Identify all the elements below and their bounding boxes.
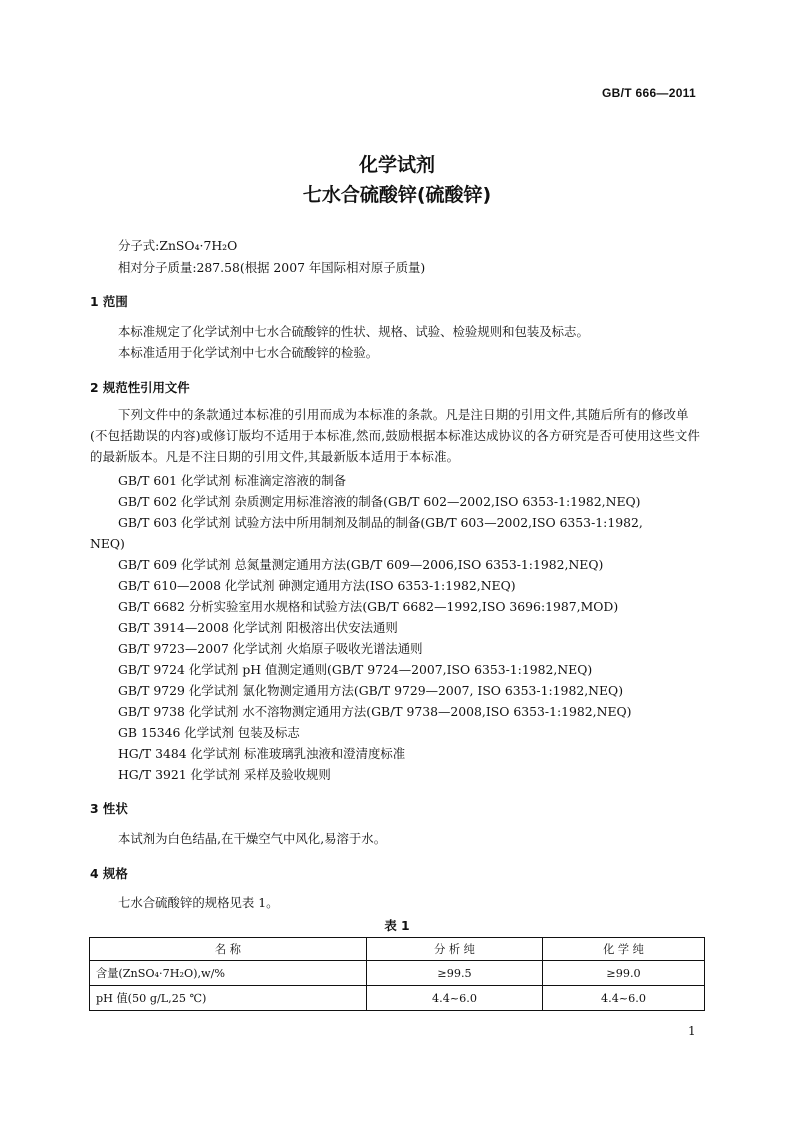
table-header-cell: 分 析 纯	[367, 938, 543, 961]
section-1-paragraph-1: 本标准规定了化学试剂中七水合硫酸锌的性状、规格、试验、检验规则和包装及标志。	[118, 324, 589, 339]
section-1-heading: 1 范围	[90, 294, 128, 309]
reference-item: GB/T 603 化学试剂 试验方法中所用制剂及制品的制备(GB/T 603—2002,ISO 6353-1:1982,	[118, 515, 643, 530]
table-header-cell: 名 称	[90, 938, 367, 961]
specification-table	[89, 937, 705, 1011]
reference-item: GB/T 9723—2007 化学试剂 火焰原子吸收光谱法通则	[118, 641, 423, 656]
title-line-2: 七水合硫酸锌(硫酸锌)	[302, 184, 492, 206]
section-3-heading: 3 性状	[90, 801, 128, 816]
reference-item-continuation: NEQ)	[90, 536, 125, 551]
reference-item: HG/T 3484 化学试剂 标准玻璃乳浊液和澄清度标准	[118, 746, 406, 761]
table-cell: ≥99.5	[367, 961, 543, 986]
reference-item: GB/T 601 化学试剂 标准滴定溶液的制备	[118, 473, 346, 488]
table-row	[90, 961, 705, 986]
reference-item: GB 15346 化学试剂 包装及标志	[118, 725, 300, 740]
table-cell: pH 值(50 g/L,25 ℃)	[90, 986, 367, 1011]
table-header-row	[90, 938, 705, 961]
page-number: 1	[688, 1024, 696, 1038]
section-2-intro: 下列文件中的条款通过本标准的引用而成为本标准的条款。凡是注日期的引用文件,其随后所有的修改单(不包括勘误的内容)或修订版均不适用于本标准,然而,鼓励根据本标准达成协议的各方研究是否可使用这些文件的最新版本。凡是不注日期的引用文件,其最新版本适用于本标准。	[90, 407, 701, 464]
reference-item: GB/T 9724 化学试剂 pH 值测定通则(GB/T 9724—2007,ISO 6353-1:1982,NEQ)	[118, 662, 593, 677]
reference-item: GB/T 6682 分析实验室用水规格和试验方法(GB/T 6682—1992,ISO 3696:1987,MOD)	[118, 599, 619, 614]
section-4-paragraph: 七水合硫酸锌的规格见表 1。	[118, 895, 279, 910]
molecular-formula: 分子式:ZnSO₄·7H₂O	[118, 238, 238, 253]
reference-item: GB/T 610—2008 化学试剂 砷测定通用方法(ISO 6353-1:1982,NEQ)	[118, 578, 516, 593]
reference-item: GB/T 602 化学试剂 杂质测定用标准溶液的制备(GB/T 602—2002,ISO 6353-1:1982,NEQ)	[118, 494, 641, 509]
table-caption: 表 1	[384, 918, 410, 933]
title-line-1: 化学试剂	[358, 154, 435, 176]
section-2-heading: 2 规范性引用文件	[90, 380, 190, 395]
reference-item: HG/T 3921 化学试剂 采样及验收规则	[118, 767, 331, 782]
standard-number: GB/T 666—2011	[602, 86, 696, 100]
section-3-paragraph: 本试剂为白色结晶,在干燥空气中风化,易溶于水。	[118, 831, 387, 846]
reference-item: GB/T 3914—2008 化学试剂 阳极溶出伏安法通则	[118, 620, 398, 635]
reference-item: GB/T 609 化学试剂 总氮量测定通用方法(GB/T 609—2006,ISO 6353-1:1982,NEQ)	[118, 557, 604, 572]
reference-item: GB/T 9738 化学试剂 水不溶物测定通用方法(GB/T 9738—2008,ISO 6353-1:1982,NEQ)	[118, 704, 632, 719]
section-4-heading: 4 规格	[90, 866, 128, 881]
reference-item: GB/T 9729 化学试剂 氯化物测定通用方法(GB/T 9729—2007, ISO 6353-1:1982,NEQ)	[118, 683, 624, 698]
molar-mass: 相对分子质量:287.58(根据 2007 年国际相对原子质量)	[118, 260, 426, 275]
table-cell: 4.4~6.0	[543, 986, 705, 1011]
table-cell: 4.4~6.0	[367, 986, 543, 1011]
table-row	[90, 986, 705, 1011]
table-cell: ≥99.0	[543, 961, 705, 986]
table-cell: 含量(ZnSO₄·7H₂O),w/%	[90, 961, 367, 986]
table-header-cell: 化 学 纯	[543, 938, 705, 961]
section-1-paragraph-2: 本标准适用于化学试剂中七水合硫酸锌的检验。	[118, 345, 379, 360]
